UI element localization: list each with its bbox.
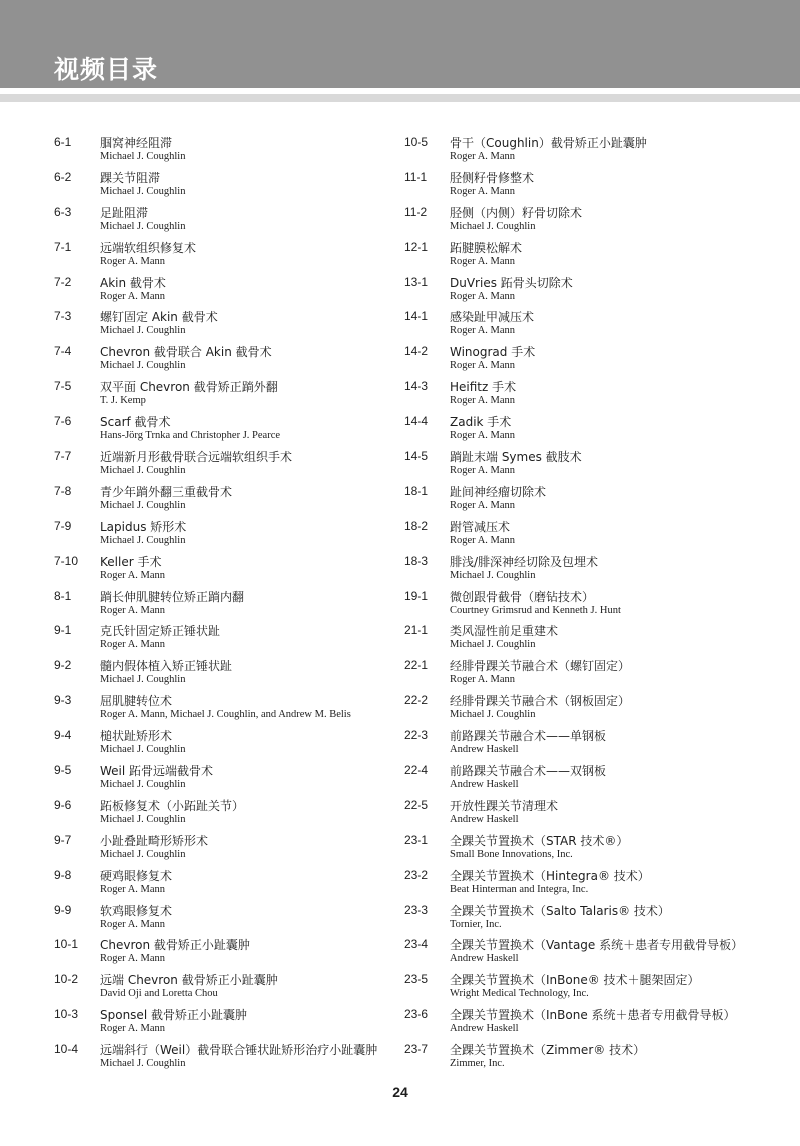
video-title: Heifitz 手术 <box>450 380 517 395</box>
video-author: Roger A. Mann <box>450 395 516 407</box>
page-title: 视频目录 <box>54 55 159 84</box>
video-code: 23-3 <box>404 902 429 917</box>
video-entry <box>54 868 414 903</box>
video-author: Roger A. Mann <box>100 255 166 267</box>
video-code: 14-3 <box>404 379 429 394</box>
page-number: 24 <box>392 1084 408 1100</box>
video-code: 9-1 <box>54 623 72 638</box>
video-title: Chevron 截骨矫正小趾囊肿 <box>100 938 250 953</box>
video-code: 23-6 <box>404 1007 429 1022</box>
video-entry <box>404 868 764 903</box>
video-author: David Oji and Loretta Chou <box>100 988 218 1000</box>
header-divider <box>0 94 800 102</box>
video-entry <box>404 309 764 344</box>
video-title: Sponsel 截骨矫正小趾囊肿 <box>100 1008 247 1023</box>
video-code: 6-1 <box>54 135 72 149</box>
video-code: 10-5 <box>404 135 429 149</box>
video-author: Roger A. Mann <box>100 918 166 930</box>
video-title: Chevron 截骨联合 Akin 截骨术 <box>100 345 272 360</box>
video-entry <box>54 205 414 240</box>
video-code: 6-2 <box>54 169 72 184</box>
video-author: Michael J. Coughlin <box>100 674 186 686</box>
video-code: 22-3 <box>404 728 429 743</box>
video-code: 6-3 <box>54 204 72 219</box>
video-code: 23-1 <box>404 832 429 847</box>
video-code: 21-1 <box>404 623 429 638</box>
video-entry <box>404 135 764 170</box>
video-code: 7-9 <box>54 518 72 533</box>
video-entry <box>54 623 414 658</box>
video-entry <box>54 658 414 693</box>
video-entry <box>404 414 764 449</box>
video-list-left-column <box>54 135 414 1077</box>
video-author: Roger A. Mann <box>450 360 516 372</box>
video-title: 螺钉固定 Akin 截骨术 <box>100 310 218 325</box>
video-code: 11-1 <box>404 169 428 184</box>
video-code: 9-7 <box>54 832 72 847</box>
video-title: 远端斜行（Weil）截骨联合锤状趾矫形治疗小趾囊肿 <box>100 1043 378 1058</box>
video-title: 踝关节阻滞 <box>100 170 161 185</box>
video-author: Roger A. Mann <box>450 185 516 197</box>
video-title: 双平面 Chevron 截骨矫正䠀外翻 <box>100 380 278 395</box>
video-code: 9-9 <box>54 902 72 917</box>
video-title: Zadik 手术 <box>450 415 512 430</box>
video-author: Roger A. Mann <box>100 604 166 616</box>
video-code: 9-4 <box>54 728 72 743</box>
video-entry <box>404 484 764 519</box>
video-entry <box>54 170 414 205</box>
video-title: 足趾阻滞 <box>100 205 149 220</box>
video-code: 7-3 <box>54 309 72 324</box>
video-entry <box>54 484 414 519</box>
video-entry <box>54 589 414 624</box>
video-entry <box>54 135 414 170</box>
video-code: 14-4 <box>404 414 429 429</box>
video-entry <box>404 903 764 938</box>
video-title: 䠀趾末端 Symes 截肢术 <box>450 450 582 465</box>
video-author: Hans-Jörg Trnka and Christopher J. Pearce <box>100 430 281 442</box>
video-author: Michael J. Coughlin <box>100 1058 186 1070</box>
video-entry <box>404 275 764 310</box>
video-entry <box>54 1042 414 1077</box>
video-author: Michael J. Coughlin <box>450 220 536 232</box>
video-code: 9-5 <box>54 763 72 778</box>
video-author: Small Bone Innovations, Inc. <box>450 848 573 860</box>
video-author: Michael J. Coughlin <box>100 360 186 372</box>
video-title: 微创跟骨截骨（磨钻技术） <box>450 589 595 604</box>
video-author: Roger A. Mann <box>450 465 516 477</box>
video-title: 全踝关节置换术（Salto Talaris® 技术） <box>450 903 670 918</box>
video-author: Michael J. Coughlin <box>450 709 536 721</box>
video-title: 跖腱膜松解术 <box>450 240 523 255</box>
video-entry <box>54 240 414 275</box>
video-author: Michael J. Coughlin <box>100 220 186 232</box>
video-title: 青少年䠀外翻三重截骨术 <box>100 484 233 499</box>
video-entry <box>54 798 414 833</box>
video-code: 10-4 <box>54 1042 79 1057</box>
video-entry <box>404 972 764 1007</box>
video-title: 前路踝关节融合术——双钢板 <box>450 764 607 779</box>
video-title: 小趾叠趾畸形矫形术 <box>100 833 209 848</box>
video-author: Michael J. Coughlin <box>100 185 186 197</box>
video-author: Beat Hinterman and Integra, Inc. <box>450 883 589 895</box>
video-author: Roger A. Mann <box>100 1023 166 1035</box>
video-entry <box>404 1007 764 1042</box>
video-code: 9-6 <box>54 797 72 812</box>
video-title: 屈肌腱转位术 <box>100 694 173 709</box>
video-author: Michael J. Coughlin <box>450 639 536 651</box>
video-code: 22-5 <box>404 797 429 812</box>
video-entry <box>404 344 764 379</box>
video-title: 全踝关节置换术（Zimmer® 技术） <box>450 1043 646 1058</box>
video-code: 12-1 <box>404 239 429 254</box>
video-entry <box>54 728 414 763</box>
video-author: Michael J. Coughlin <box>100 465 186 477</box>
video-entry <box>54 903 414 938</box>
video-code: 7-2 <box>54 274 72 289</box>
video-code: 18-3 <box>404 553 429 568</box>
video-entry <box>404 170 764 205</box>
video-title: Keller 手术 <box>100 554 162 569</box>
video-code: 10-2 <box>54 972 79 987</box>
video-title: 骨干（Coughlin）截骨矫正小趾囊肿 <box>450 136 647 150</box>
video-code: 18-2 <box>404 518 429 533</box>
video-author: Roger A. Mann <box>100 569 166 581</box>
video-author: Michael J. Coughlin <box>100 779 186 791</box>
video-entry <box>404 205 764 240</box>
video-title: 腓浅/腓深神经切除及包埋术 <box>450 554 599 569</box>
video-author: Andrew Haskell <box>450 744 519 756</box>
video-entry <box>54 379 414 414</box>
video-entry <box>404 658 764 693</box>
video-title: 全踝关节置换术（Vantage 系统＋患者专用截骨导板） <box>450 938 744 953</box>
video-author: Tornier, Inc. <box>450 918 502 930</box>
video-title: 槌状趾矫形术 <box>100 729 173 744</box>
video-code: 7-4 <box>54 344 72 359</box>
video-code: 14-5 <box>404 449 429 464</box>
video-author: Andrew Haskell <box>450 1023 519 1035</box>
video-entry <box>404 937 764 972</box>
video-title: DuVries 跖骨头切除术 <box>450 275 573 290</box>
video-entry <box>54 833 414 868</box>
video-code: 23-2 <box>404 867 429 882</box>
video-title: 感染趾甲减压术 <box>450 310 535 325</box>
video-code: 11-2 <box>404 204 428 219</box>
video-title: 前路踝关节融合术——单钢板 <box>450 729 607 744</box>
video-author: Roger A. Mann, Michael J. Coughlin, and Andrew M. Belis <box>100 709 351 721</box>
video-entry <box>404 1042 764 1077</box>
video-title: Winograd 手术 <box>450 345 536 360</box>
video-title: 克氏针固定矫正锤状趾 <box>100 624 221 639</box>
video-code: 14-2 <box>404 344 429 359</box>
video-author: Roger A. Mann <box>450 674 516 686</box>
video-author: Roger A. Mann <box>450 534 516 546</box>
video-entry <box>404 449 764 484</box>
video-title: 胫侧（内侧）籽骨切除术 <box>450 205 583 220</box>
video-entry <box>404 379 764 414</box>
video-author: Michael J. Coughlin <box>100 151 186 162</box>
video-title: Weil 跖骨远端截骨术 <box>100 764 214 779</box>
video-entry <box>54 554 414 589</box>
video-title: 胫侧籽骨修整术 <box>450 170 535 185</box>
video-entry <box>404 763 764 798</box>
video-title: 腘窝神经阻滞 <box>100 136 173 150</box>
video-entry <box>54 972 414 1007</box>
video-title: 经腓骨踝关节融合术（钢板固定） <box>450 694 631 709</box>
video-entry <box>54 344 414 379</box>
video-code: 9-8 <box>54 867 72 882</box>
video-author: Andrew Haskell <box>450 953 519 965</box>
video-code: 10-3 <box>54 1007 79 1022</box>
video-title: 类风湿性前足重建术 <box>450 624 559 639</box>
video-code: 23-7 <box>404 1042 429 1057</box>
video-title: 跗管减压术 <box>450 519 511 534</box>
video-code: 7-7 <box>54 449 72 464</box>
video-author: Courtney Grimsrud and Kenneth J. Hunt <box>450 604 621 616</box>
video-entry <box>54 1007 414 1042</box>
video-author: Michael J. Coughlin <box>100 848 186 860</box>
video-code: 13-1 <box>404 274 429 289</box>
video-code: 14-1 <box>404 309 429 324</box>
video-title: 开放性踝关节清理术 <box>450 798 559 813</box>
video-author: Zimmer, Inc. <box>450 1058 505 1070</box>
video-code: 7-1 <box>54 239 72 254</box>
video-entry <box>404 798 764 833</box>
video-entry <box>404 589 764 624</box>
video-author: Michael J. Coughlin <box>100 499 186 511</box>
video-code: 7-10 <box>54 553 79 568</box>
video-code: 9-2 <box>54 658 72 673</box>
video-code: 9-3 <box>54 693 72 708</box>
video-entry <box>54 763 414 798</box>
video-author: Michael J. Coughlin <box>100 813 186 825</box>
video-code: 8-1 <box>54 588 72 603</box>
video-entry <box>54 937 414 972</box>
video-code: 10-1 <box>54 937 79 952</box>
video-author: Wright Medical Technology, Inc. <box>450 988 589 1000</box>
video-author: Michael J. Coughlin <box>100 325 186 337</box>
video-entry <box>404 623 764 658</box>
video-author: Roger A. Mann <box>450 499 516 511</box>
video-entry <box>404 240 764 275</box>
video-author: Roger A. Mann <box>450 430 516 442</box>
video-code: 22-1 <box>404 658 429 673</box>
video-author: T. J. Kemp <box>100 395 146 407</box>
video-title: Scarf 截骨术 <box>100 415 171 430</box>
video-author: Roger A. Mann <box>100 953 166 965</box>
video-author: Roger A. Mann <box>450 290 516 302</box>
video-author: Michael J. Coughlin <box>450 569 536 581</box>
video-title: 经腓骨踝关节融合术（螺钉固定） <box>450 659 631 674</box>
video-title: 近端新月形截骨联合远端软组织手术 <box>100 450 293 465</box>
video-entry <box>54 449 414 484</box>
video-author: Roger A. Mann <box>100 883 166 895</box>
video-entry <box>404 728 764 763</box>
video-entry <box>54 519 414 554</box>
video-title: 趾间神经瘤切除术 <box>450 484 547 499</box>
video-author: Michael J. Coughlin <box>100 744 186 756</box>
video-title: 全踝关节置换术（InBone 系统＋患者专用截骨导板） <box>450 1008 736 1023</box>
video-code: 23-5 <box>404 972 429 987</box>
video-author: Roger A. Mann <box>450 255 516 267</box>
video-author: Michael J. Coughlin <box>100 534 186 546</box>
video-code: 22-2 <box>404 693 429 708</box>
video-entry <box>54 309 414 344</box>
video-author: Roger A. Mann <box>100 639 166 651</box>
video-code: 19-1 <box>404 588 429 603</box>
video-code: 22-4 <box>404 763 429 778</box>
video-author: Andrew Haskell <box>450 813 519 825</box>
video-title: 髓内假体植入矫正锤状趾 <box>100 659 233 674</box>
video-author: Roger A. Mann <box>450 325 516 337</box>
video-entry <box>54 414 414 449</box>
video-entry <box>404 554 764 589</box>
video-entry <box>404 693 764 728</box>
video-title: 全踝关节置换术（STAR 技术®） <box>450 833 629 848</box>
video-entry <box>54 275 414 310</box>
video-code: 7-8 <box>54 483 72 498</box>
video-entry <box>54 693 414 728</box>
video-code: 7-6 <box>54 414 72 429</box>
video-entry <box>404 833 764 868</box>
video-title: 硬鸡眼修复术 <box>100 868 173 883</box>
video-author: Roger A. Mann <box>100 290 166 302</box>
video-title: Lapidus 矫形术 <box>100 519 187 534</box>
video-author: Roger A. Mann <box>450 151 516 162</box>
video-title: 全踝关节置换术（Hintegra® 技术） <box>450 868 650 883</box>
video-title: 跖板修复术（小跖趾关节） <box>100 798 245 813</box>
video-title: 䠀长伸肌腱转位矫正䠀内翻 <box>100 589 245 604</box>
video-title: Akin 截骨术 <box>100 275 166 290</box>
video-title: 远端软组织修复术 <box>100 240 197 255</box>
video-author: Andrew Haskell <box>450 779 519 791</box>
video-entry <box>404 519 764 554</box>
video-title: 全踝关节置换术（InBone® 技术＋腿架固定） <box>450 973 700 988</box>
video-code: 7-5 <box>54 379 72 394</box>
video-code: 18-1 <box>404 483 429 498</box>
video-title: 软鸡眼修复术 <box>100 903 173 918</box>
video-list-right-column <box>404 135 764 1077</box>
video-code: 23-4 <box>404 937 429 952</box>
video-title: 远端 Chevron 截骨矫正小趾囊肿 <box>100 973 278 988</box>
